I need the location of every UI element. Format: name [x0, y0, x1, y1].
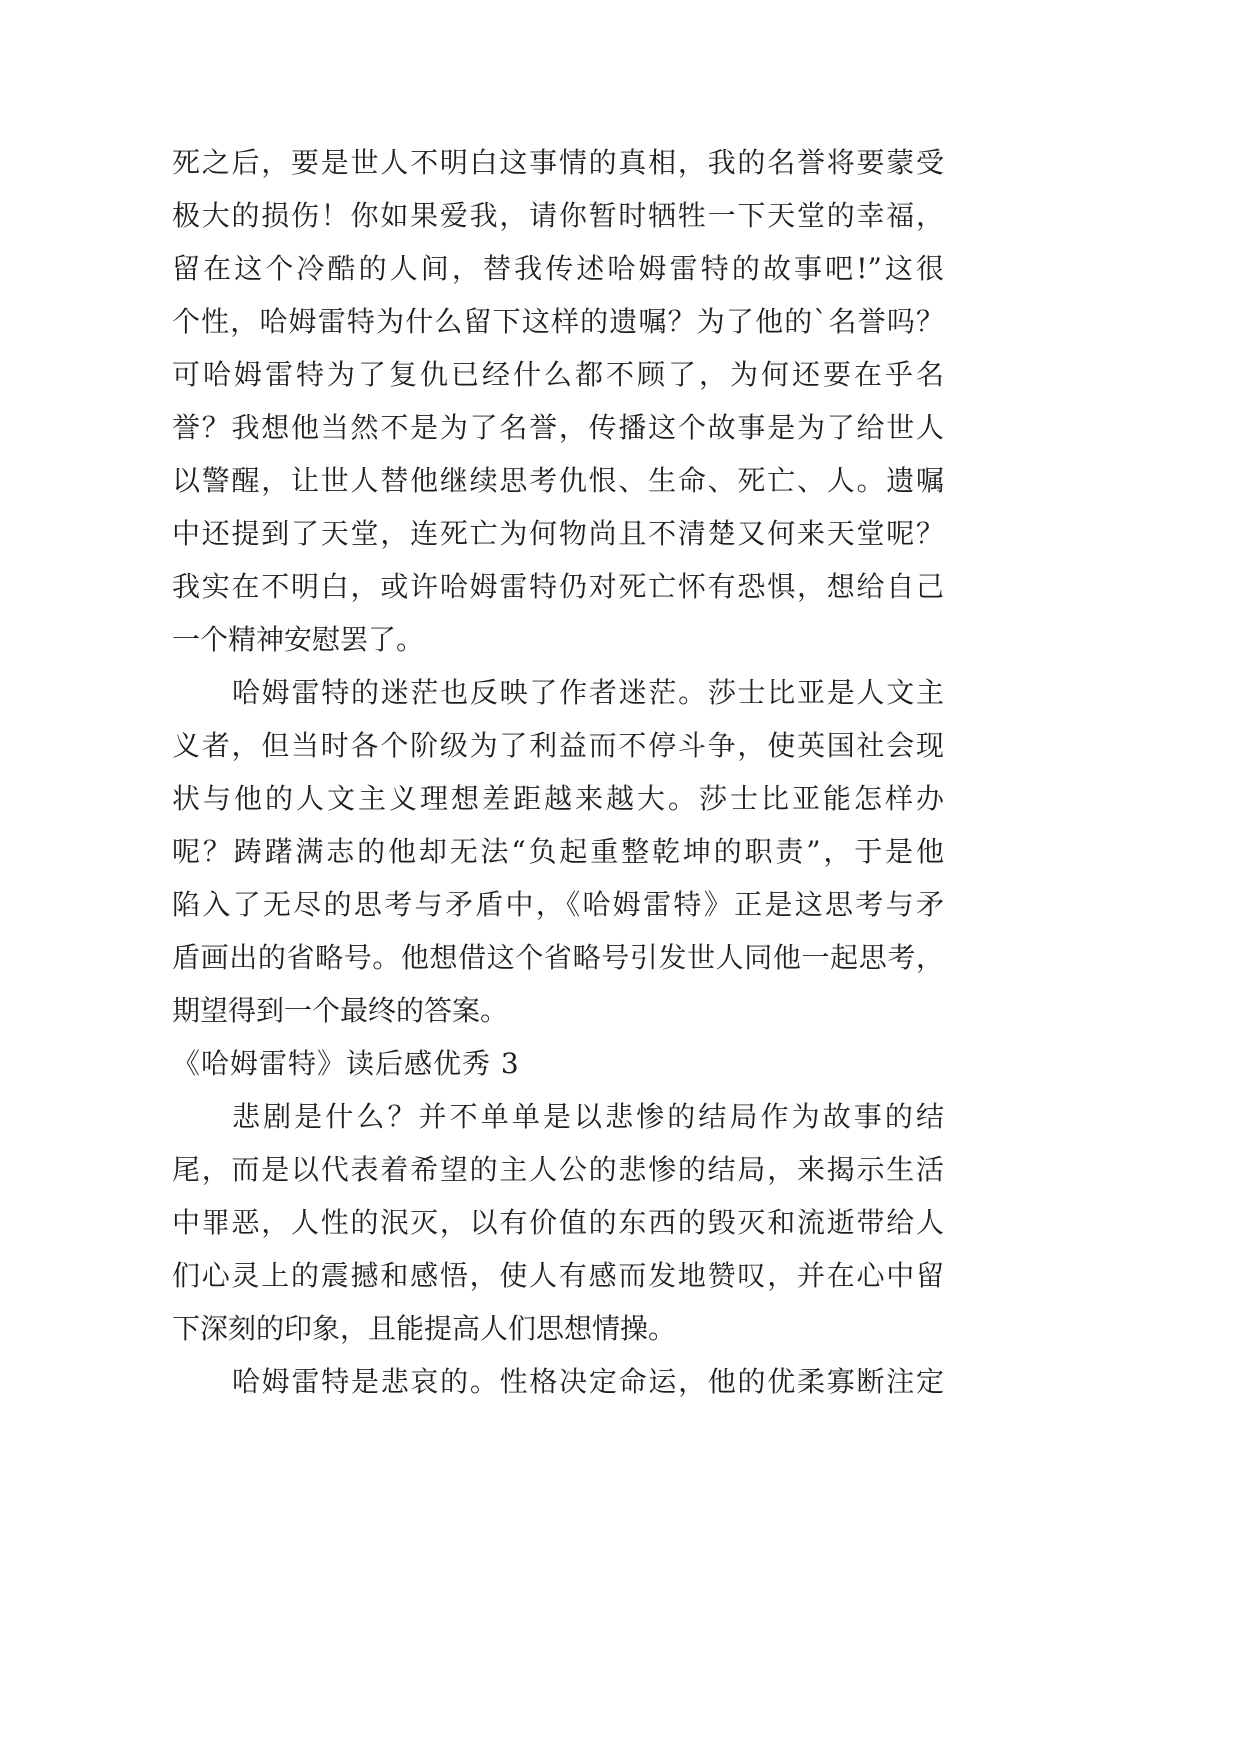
text-line: 中还提到了天堂，连死亡为何物尚且不清楚又何来天堂呢？	[172, 517, 944, 550]
text-line: 留在这个冷酷的人间，替我传述哈姆雷特的故事吧!”这很	[172, 252, 944, 285]
paragraph	[172, 1090, 944, 1355]
text-line: 陷入了无尽的思考与矛盾中，《哈姆雷特》正是这思考与矛	[172, 888, 944, 921]
paragraph	[172, 1355, 944, 1408]
text-line: 状与他的人文主义理想差距越来越大。莎士比亚能怎样办	[172, 782, 944, 815]
text-line: 哈姆雷特的迷茫也反映了作者迷茫。莎士比亚是人文主	[232, 676, 944, 709]
text-line: 以警醒，让世人替他继续思考仇恨、生命、死亡、人。遗嘱	[172, 464, 944, 497]
text-line: 死之后，要是世人不明白这事情的真相，我的名誉将要蒙受	[172, 146, 944, 179]
text-line: 一个精神安慰罢了。	[172, 623, 425, 656]
text-line: 我实在不明白，或许哈姆雷特仍对死亡怀有恐惧，想给自己	[172, 570, 944, 603]
paragraph	[172, 666, 944, 1037]
text-line: 悲剧是什么？并不单单是以悲惨的结局作为故事的结	[232, 1100, 944, 1133]
section-heading: 《哈姆雷特》读后感优秀 3	[172, 1047, 520, 1080]
text-line: 义者，但当时各个阶级为了利益而不停斗争，使英国社会现	[172, 729, 944, 762]
text-line: 誉？我想他当然不是为了名誉，传播这个故事是为了给世人	[172, 411, 944, 444]
text-line: 下深刻的印象，且能提高人们思想情操。	[172, 1312, 677, 1345]
text-line: 盾画出的省略号。他想借这个省略号引发世人同他一起思考，	[172, 941, 944, 974]
text-line: 中罪恶，人性的泯灭，以有价值的东西的毁灭和流逝带给人	[172, 1206, 944, 1239]
text-line: 哈姆雷特是悲哀的。性格决定命运，他的优柔寡断注定	[232, 1365, 944, 1398]
text-line: 可哈姆雷特为了复仇已经什么都不顾了，为何还要在乎名	[172, 358, 944, 391]
document-page	[172, 136, 944, 1408]
paragraph	[172, 136, 944, 666]
text-line: 极大的损伤！你如果爱我，请你暂时牺牲一下天堂的幸福，	[172, 199, 944, 232]
text-line: 们心灵上的震撼和感悟，使人有感而发地赞叹，并在心中留	[172, 1259, 944, 1292]
text-line: 个性，哈姆雷特为什么留下这样的遗嘱？为了他的`名誉吗？	[172, 305, 944, 338]
text-line: 尾，而是以代表着希望的主人公的悲惨的结局，来揭示生活	[172, 1153, 944, 1186]
text-line: 期望得到一个最终的答案。	[172, 994, 509, 1027]
text-line: 呢？踌躇满志的他却无法“负起重整乾坤的职责”，于是他	[172, 835, 944, 868]
